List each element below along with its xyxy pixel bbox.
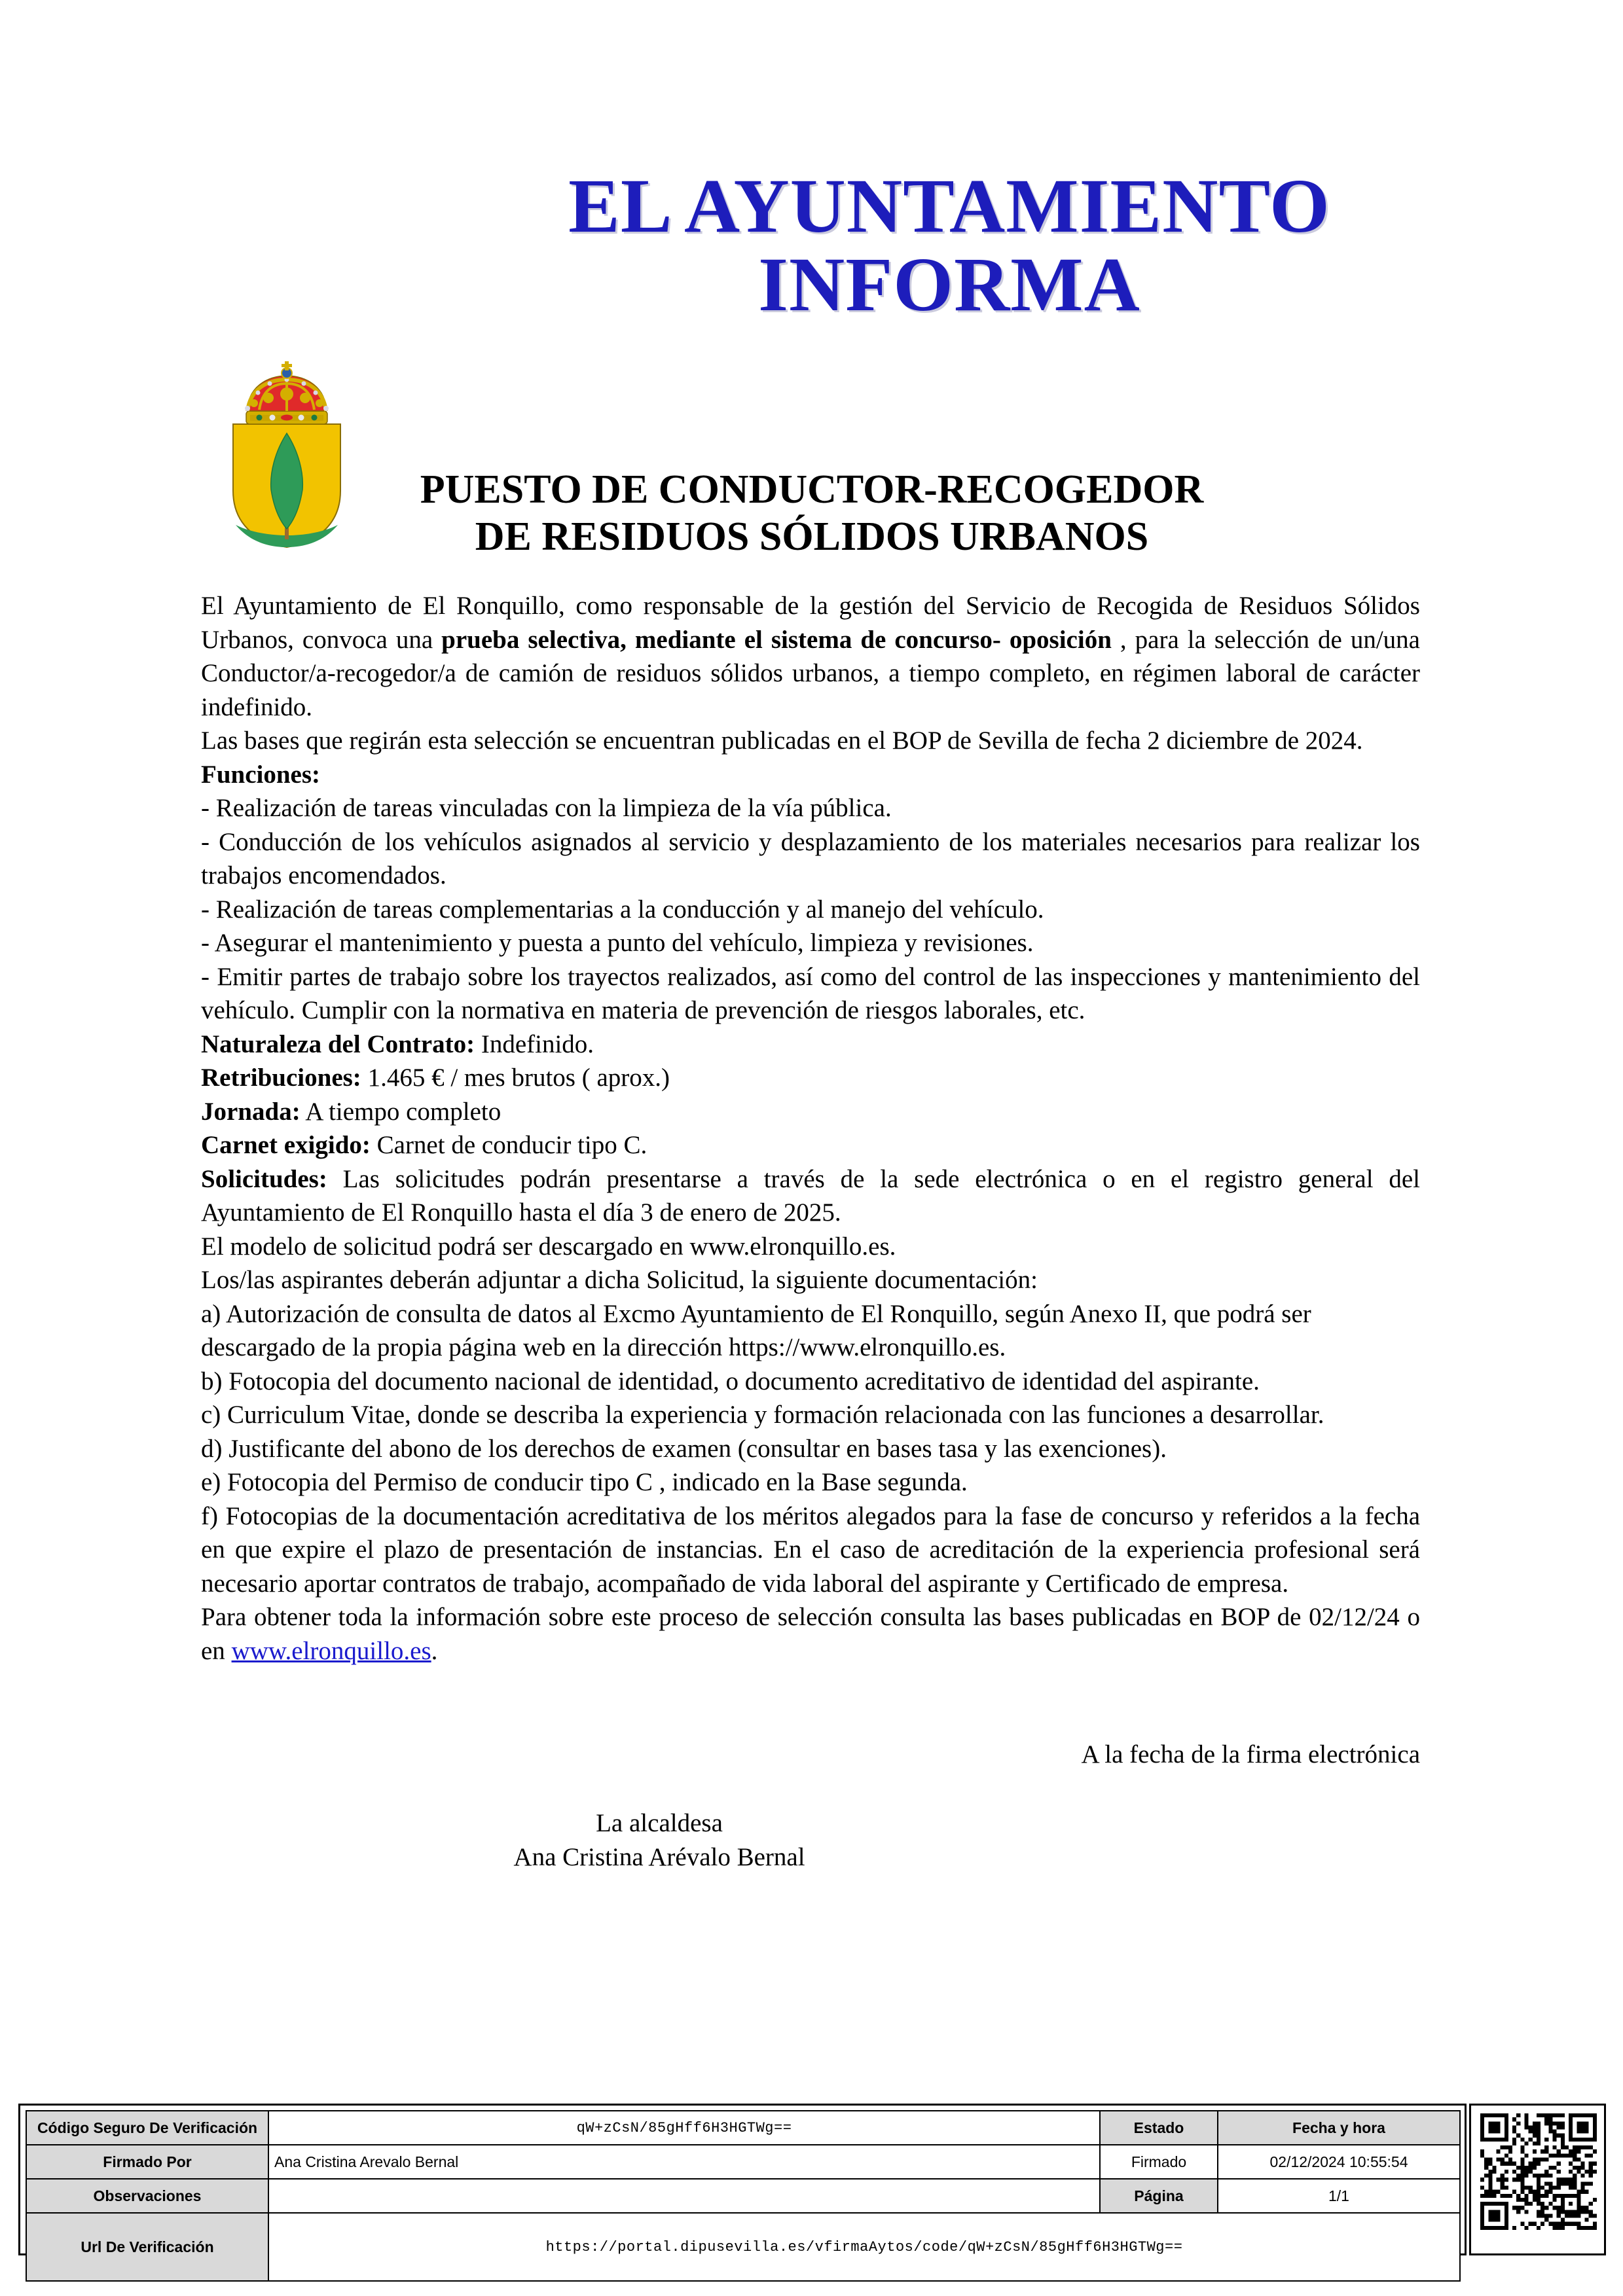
field-value: Las solicitudes podrán presentarse a través de la sede electrónica o en el registro general del Ayuntamiento de El Ronquillo hasta el día 3 de enero de 2025.	[201, 1164, 1420, 1227]
document-body	[201, 589, 1420, 1668]
field-value: A tiempo completo	[300, 1097, 501, 1126]
field-value: Carnet de conducir tipo C.	[370, 1131, 647, 1159]
doc-item: e) Fotocopia del Permiso de conducir tipo C , indicado en la Base segunda.	[201, 1468, 968, 1496]
doc-item: d) Justificante del abono de los derechos de examen (consultar en bases tasa y las exenciones).	[201, 1434, 1167, 1463]
csv-label: Código Seguro De Verificación	[26, 2111, 268, 2145]
funciones-label-text: Funciones:	[201, 760, 321, 789]
firmado-value: Ana Cristina Arevalo Bernal	[268, 2145, 1100, 2179]
table-row	[26, 2179, 1460, 2213]
doc-item: f) Fotocopias de la documentación acreditativa de los méritos alegados para la fase de concurso y referidos a la fecha en que expire el plazo de presentación de instancias. En el caso de acreditación de la experiencia profesional será necesario aportar contratos de trabajo, acompañado de vida laboral del aspirante y Certificado de empresa.	[201, 1501, 1420, 1598]
field-value: Indefinido.	[475, 1030, 594, 1058]
final-text-b: .	[431, 1636, 438, 1665]
funcion-item: - Emitir partes de trabajo sobre los trayectos realizados, así como del control de las inspecciones y mantenimiento del vehículo. Cumplir con la normativa en materia de prevención de riesgos laborales, etc.	[201, 962, 1420, 1024]
intro-text-b: , para la selección de un/una Conductor/a-recogedor/a de camión de residuos sólidos urbanos, a tiempo completo, en régimen laboral de carácter indefinido.	[201, 625, 1420, 721]
page-title-line1: PUESTO DE CONDUCTOR-RECOGEDOR	[420, 467, 1204, 512]
url-value[interactable]: https://portal.dipusevilla.es/vfirmaAytos/code/qW+zCsN/85gHff6H3HGTWg==	[268, 2213, 1460, 2281]
field-label: Solicitudes:	[201, 1164, 327, 1193]
field-label: Naturaleza del Contrato:	[201, 1030, 475, 1058]
field-label: Jornada:	[201, 1097, 301, 1126]
table-row	[26, 2213, 1460, 2281]
table-row	[26, 2145, 1460, 2179]
final-paragraph	[201, 1600, 1420, 1668]
firmado-label: Firmado Por	[26, 2145, 268, 2179]
elronquillo-link[interactable]: www.elronquillo.es	[231, 1636, 431, 1665]
fecha-value: 02/12/2024 10:55:54	[1218, 2145, 1460, 2179]
verification-table-frame	[18, 2104, 1467, 2255]
verification-table	[26, 2110, 1461, 2282]
field-label: Carnet exigido:	[201, 1131, 371, 1159]
funcion-item: - Asegurar el mantenimiento y puesta a punto del vehículo, limpieza y revisiones.	[201, 929, 1034, 957]
intro-text-bold: prueba selectiva, mediante el sistema de concurso- oposición	[441, 625, 1112, 654]
field-row	[201, 1028, 1420, 1062]
signature-date-note: A la fecha de la firma electrónica	[1081, 1740, 1420, 1768]
page-title-line2: DE RESIDUOS SÓLIDOS URBANOS	[475, 514, 1149, 559]
field-row	[201, 1061, 1420, 1095]
observaciones-value	[268, 2179, 1100, 2213]
field-row	[201, 1095, 1420, 1129]
field-row	[201, 1128, 1420, 1162]
signature-block	[201, 1806, 1118, 1874]
signature-name: Ana Cristina Arévalo Bernal	[513, 1842, 805, 1871]
page-title	[196, 466, 1427, 560]
table-row	[26, 2111, 1460, 2145]
modelo-paragraph: El modelo de solicitud podrá ser descargado en www.elronquillo.es.	[201, 1232, 896, 1261]
url-label: Url De Verificación	[26, 2213, 268, 2281]
field-row	[201, 1162, 1420, 1230]
pagina-label: Página	[1100, 2179, 1218, 2213]
funciones-label	[201, 758, 1420, 792]
document-header	[0, 163, 1623, 429]
funcion-item: - Realización de tareas vinculadas con la limpieza de la vía pública.	[201, 794, 892, 822]
intro-text-a: El Ayuntamiento de El Ronquillo, como responsable de la gestión del Servicio de Recogida de Residuos Sólidos Urbanos, convoca una	[201, 592, 1420, 654]
bases-paragraph: Las bases que regirán esta selección se encuentran publicadas en el BOP de Sevilla de fecha 2 diciembre de 2024.	[201, 726, 1363, 755]
fecha-label: Fecha y hora	[1218, 2111, 1460, 2145]
field-label: Retribuciones:	[201, 1064, 361, 1092]
signature-role: La alcaldesa	[596, 1809, 723, 1837]
doc-item: a) Autorización de consulta de datos al Excmo Ayuntamiento de El Ronquillo, según Anexo II, que podrá ser descargado de la propia página web en la dirección https://www.elronquillo.es.	[201, 1299, 1311, 1361]
header-title-line1: EL AYUNTAMIENTO	[568, 163, 1330, 249]
csv-value: qW+zCsN/85gHff6H3HGTWg==	[268, 2111, 1100, 2145]
qr-code-container[interactable]	[1469, 2104, 1606, 2255]
pagina-value: 1/1	[1218, 2179, 1460, 2213]
intro-paragraph	[201, 589, 1420, 724]
verification-footer	[18, 2104, 1606, 2261]
observaciones-label: Observaciones	[26, 2179, 268, 2213]
final-text-a: Para obtener toda la información sobre este proceso de selección consulta las bases publicadas en BOP de 02/12/24 o en	[201, 1603, 1420, 1665]
funcion-item: - Realización de tareas complementarias a la conducción y al manejo del vehículo.	[201, 895, 1044, 924]
field-value: 1.465 € / mes brutos ( aprox.)	[361, 1064, 670, 1092]
doc-item: c) Curriculum Vitae, donde se describa la experiencia y formación relacionada con las funciones a desarrollar.	[201, 1401, 1324, 1429]
header-title	[458, 163, 1440, 327]
estado-value: Firmado	[1100, 2145, 1218, 2179]
header-title-line2: INFORMA	[758, 242, 1140, 327]
qr-code-icon	[1480, 2113, 1597, 2230]
doc-item: b) Fotocopia del documento nacional de identidad, o documento acreditativo de identidad del aspirante.	[201, 1367, 1260, 1395]
funcion-item: - Conducción de los vehículos asignados al servicio y desplazamiento de los materiales necesarios para realizar los trabajos encomendados.	[201, 827, 1420, 889]
adjuntar-paragraph: Los/las aspirantes deberán adjuntar a dicha Solicitud, la siguiente documentación:	[201, 1266, 1038, 1294]
estado-label: Estado	[1100, 2111, 1218, 2145]
